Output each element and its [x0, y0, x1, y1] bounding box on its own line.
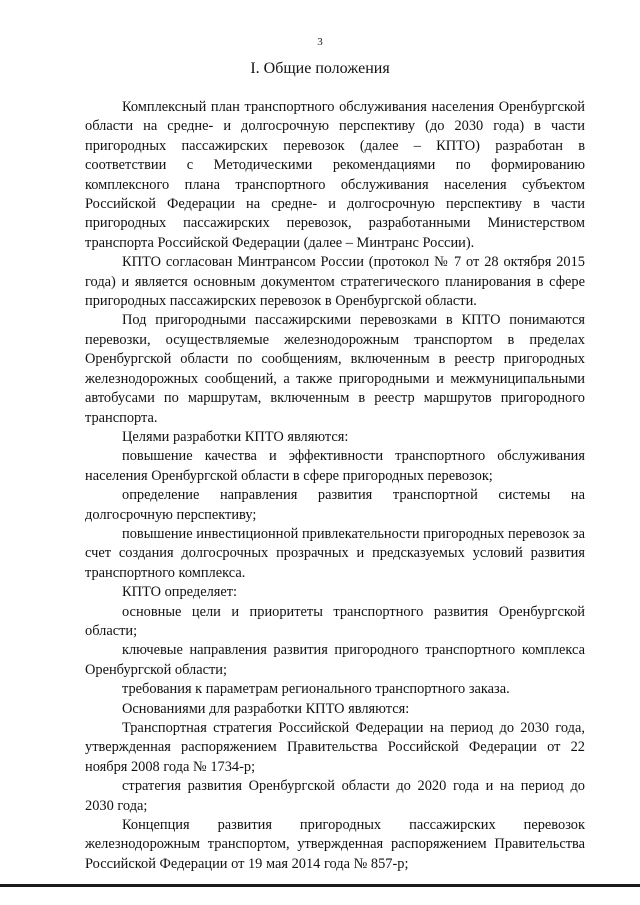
paragraph: КПТО определяет: — [122, 584, 238, 601]
paragraph: стратегия развития Оренбургской области до 2020 года и на период до 2030 года; — [85, 778, 585, 814]
bottom-rule — [0, 884, 640, 887]
page-number: 3 — [317, 36, 323, 48]
paragraph: Транспортная стратегия Российской Федерации на период до 2030 года, утвержденная распоряжением Правительства Российской Федерации от 22 ноября 2008 года № 1734-р; — [85, 720, 585, 775]
paragraph: Основаниями для разработки КПТО являются: — [122, 700, 410, 717]
paragraph: определение направления развития транспортной системы на долгосрочную перспективу; — [85, 487, 585, 523]
paragraph: основные цели и приоритеты транспортного развития Оренбургской области; — [85, 603, 585, 639]
paragraph: требования к параметрам регионального транспортного заказа. — [122, 681, 510, 698]
paragraph: повышение инвестиционной привлекательности пригородных перевозок за счет создания долгосрочных прозрачных и предсказуемых условий развития транспортного комплекса. — [85, 525, 585, 581]
section-title: I. Общие положения — [250, 60, 390, 77]
paragraph: Концепция развития пригородных пассажирских перевозок железнодорожным транспортом, утвержденная распоряжением Правительства Российской Федерации от 19 мая 2014 года № 857-р; — [85, 817, 585, 872]
paragraph: Целями разработки КПТО являются: — [122, 428, 349, 445]
document-body — [85, 98, 585, 874]
paragraph: ключевые направления развития пригородного транспортного комплекса Оренбургской области; — [85, 642, 585, 678]
paragraph: Под пригородными пассажирскими перевозками в КПТО понимаются перевозки, осуществляемые железнодорожным транспортом в пределах Оренбургской области по сообщениям, включенным в реестр пригородных железнодорожных сообщений, а также пригородными и межмуниципальными автобусами по маршрутам, включенным в реестр маршрутов пригородного транспорта. — [85, 312, 585, 426]
paragraph: КПТО согласован Минтрансом России (протокол № 7 от 28 октября 2015 года) и является основным документом стратегического планирования в сфере пригородных пассажирских перевозок в Оренбургской области. — [85, 254, 585, 310]
paragraph: повышение качества и эффективности транспортного обслуживания населения Оренбургской области в сфере пригородных перевозок; — [85, 448, 585, 484]
paragraph: Комплексный план транспортного обслуживания населения Оренбургской области на средне- и долгосрочную перспективу (до 2030 года) в части пригородных пассажирских перевозок (далее – КПТО) разработан в соответствии с Методическими рекомендациями по формированию комплексного плана транспортного обслуживания населения субъектом Российской Федерации на средне- и долгосрочную перспективу в части пригородных пассажирских перевозок, разработанными Министерством транспорта Российской Федерации (далее – Минтранс России). — [85, 99, 585, 251]
